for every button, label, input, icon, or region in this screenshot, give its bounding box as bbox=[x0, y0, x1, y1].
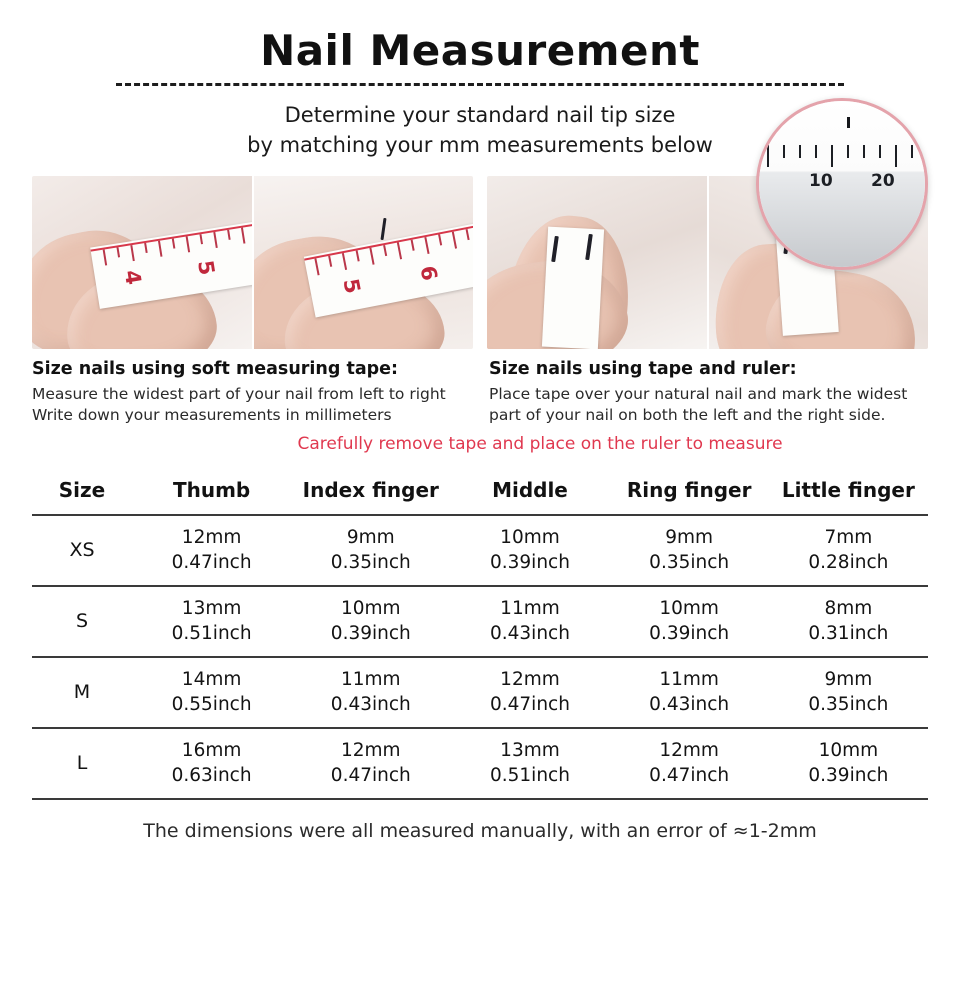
size-label: M bbox=[32, 657, 132, 728]
value-inch: 0.43inch bbox=[489, 623, 570, 644]
tape-tick bbox=[172, 238, 176, 248]
ruler-label: 20 bbox=[871, 171, 895, 191]
value-mm: 8mm bbox=[824, 598, 873, 619]
column-header-middle: Middle bbox=[450, 472, 609, 515]
value-mm: 14mm bbox=[181, 669, 242, 690]
tape-number: 5 bbox=[193, 258, 220, 277]
tape-tick bbox=[355, 250, 359, 261]
value-mm: 13mm bbox=[181, 598, 242, 619]
column-header-size: Size bbox=[32, 472, 132, 515]
value-inch: 0.39inch bbox=[330, 623, 411, 644]
tape-tick bbox=[314, 258, 319, 275]
value-mm: 11mm bbox=[659, 669, 719, 690]
instruction-line: Measure the widest part of your nail from left to right bbox=[32, 385, 446, 403]
table-row bbox=[32, 586, 928, 657]
tape-tick bbox=[103, 249, 107, 265]
table-header-row bbox=[32, 472, 928, 515]
value-mm: 12mm bbox=[181, 527, 242, 548]
tape-tick bbox=[424, 237, 429, 254]
value-mm: 9mm bbox=[665, 527, 714, 548]
value-inch: 0.55inch bbox=[171, 694, 252, 715]
photo-group-tape bbox=[32, 176, 473, 349]
ruler-tick bbox=[911, 145, 913, 158]
value-inch: 0.51inch bbox=[489, 765, 570, 786]
measure-cell bbox=[132, 586, 291, 657]
measure-cell bbox=[450, 515, 609, 586]
tape-tick bbox=[199, 234, 203, 244]
instruction-heading-tape: Size nails using soft measuring tape: bbox=[32, 359, 399, 379]
value-inch: 0.39inch bbox=[808, 765, 889, 786]
tape-tick bbox=[186, 236, 190, 252]
ruler-label: 10 bbox=[809, 171, 833, 191]
value-mm: 10mm bbox=[818, 740, 879, 761]
value-mm: 10mm bbox=[500, 527, 560, 548]
footer-note: The dimensions were all measured manually, with an error of ≈1-2mm bbox=[143, 820, 817, 842]
value-mm: 12mm bbox=[500, 669, 560, 690]
instruction-block-ruler bbox=[489, 359, 928, 426]
measure-cell bbox=[450, 657, 609, 728]
value-inch: 0.35inch bbox=[330, 552, 411, 573]
ruler-tick bbox=[799, 145, 801, 158]
measure-cell bbox=[291, 657, 450, 728]
value-mm: 12mm bbox=[659, 740, 719, 761]
photo-tape-measure-2 bbox=[254, 176, 474, 349]
value-inch: 0.28inch bbox=[808, 552, 889, 573]
instruction-line: Write down your measurements in millimeters bbox=[32, 406, 392, 424]
value-inch: 0.63inch bbox=[171, 765, 252, 786]
value-inch: 0.47inch bbox=[489, 694, 570, 715]
value-inch: 0.35inch bbox=[649, 552, 730, 573]
measure-cell bbox=[291, 728, 450, 799]
value-mm: 11mm bbox=[340, 669, 401, 690]
instruction-line: part of your nail on both the left and the right side. bbox=[489, 406, 886, 424]
value-inch: 0.31inch bbox=[808, 623, 889, 644]
tape-number: 4 bbox=[119, 268, 146, 287]
value-mm: 10mm bbox=[340, 598, 401, 619]
table-row bbox=[32, 657, 928, 728]
value-inch: 0.39inch bbox=[489, 552, 570, 573]
measure-cell bbox=[769, 586, 928, 657]
tape-number: 6 bbox=[414, 263, 442, 283]
magnifier-circle bbox=[756, 98, 928, 270]
page-title: Nail Measurement bbox=[260, 26, 700, 75]
size-label: S bbox=[32, 586, 132, 657]
value-inch: 0.47inch bbox=[649, 765, 730, 786]
tape-tick bbox=[158, 241, 162, 257]
value-mm: 7mm bbox=[824, 527, 873, 548]
value-inch: 0.35inch bbox=[808, 694, 889, 715]
value-mm: 16mm bbox=[181, 740, 242, 761]
measure-cell bbox=[769, 657, 928, 728]
tape-tick bbox=[213, 232, 217, 248]
measure-cell bbox=[610, 515, 769, 586]
column-header-ring: Ring finger bbox=[610, 472, 769, 515]
tape-tick bbox=[241, 228, 245, 244]
value-inch: 0.43inch bbox=[649, 694, 730, 715]
value-inch: 0.47inch bbox=[330, 765, 411, 786]
pen-mark bbox=[380, 218, 386, 240]
measure-cell bbox=[291, 515, 450, 586]
value-inch: 0.51inch bbox=[171, 623, 252, 644]
tape-tick bbox=[227, 230, 231, 240]
measure-cell bbox=[450, 586, 609, 657]
measure-cell bbox=[610, 657, 769, 728]
value-mm: 13mm bbox=[500, 740, 560, 761]
measure-cell bbox=[610, 728, 769, 799]
measure-cell bbox=[769, 728, 928, 799]
measure-cell bbox=[769, 515, 928, 586]
tape-tick bbox=[451, 232, 456, 249]
ruler-tick bbox=[767, 145, 769, 167]
photo-strip bbox=[32, 171, 928, 349]
ruler-tick bbox=[783, 145, 785, 158]
dashed-divider bbox=[116, 83, 844, 86]
measure-cell bbox=[610, 586, 769, 657]
tape-tick bbox=[117, 247, 121, 257]
value-mm: 9mm bbox=[346, 527, 395, 548]
size-label: L bbox=[32, 728, 132, 799]
photo-tape-measure-1 bbox=[32, 176, 252, 349]
ruler-tick bbox=[847, 145, 849, 158]
value-inch: 0.43inch bbox=[330, 694, 411, 715]
tape-tick bbox=[410, 240, 414, 251]
photo-tape-on-nail bbox=[487, 176, 707, 349]
tape-strip bbox=[542, 227, 604, 349]
nail-measurement-page bbox=[0, 26, 960, 986]
measure-cell bbox=[132, 728, 291, 799]
subtitle-line-2: by matching your mm measurements below bbox=[247, 133, 713, 157]
table-row bbox=[32, 728, 928, 799]
instruction-block-tape bbox=[32, 359, 471, 426]
value-mm: 11mm bbox=[500, 598, 560, 619]
size-table bbox=[32, 472, 928, 800]
tape-tick bbox=[396, 242, 401, 259]
column-header-thumb: Thumb bbox=[132, 472, 291, 515]
ruler-tick bbox=[895, 145, 897, 167]
tape-tick bbox=[328, 256, 332, 267]
measure-cell bbox=[132, 657, 291, 728]
pen-mark bbox=[847, 117, 850, 128]
instruction-heading-ruler: Size nails using tape and ruler: bbox=[489, 359, 797, 379]
tape-tick bbox=[465, 229, 469, 240]
instruction-line: Place tape over your natural nail and mark the widest bbox=[489, 385, 908, 403]
column-header-little: Little finger bbox=[769, 472, 928, 515]
tape-number: 5 bbox=[337, 276, 365, 296]
value-mm: 12mm bbox=[340, 740, 401, 761]
tape-tick bbox=[130, 245, 134, 261]
tape-tick bbox=[438, 234, 442, 245]
value-mm: 10mm bbox=[659, 598, 719, 619]
ruler-tick bbox=[815, 145, 817, 158]
tape-tick bbox=[341, 253, 346, 270]
tape-tick bbox=[144, 243, 148, 253]
measure-cell bbox=[132, 515, 291, 586]
ruler-tick bbox=[863, 145, 865, 158]
instructions-row bbox=[32, 359, 928, 426]
warning-text: Carefully remove tape and place on the ruler to measure bbox=[297, 434, 783, 454]
measure-cell bbox=[291, 586, 450, 657]
table-row bbox=[32, 515, 928, 586]
ruler-tick bbox=[831, 145, 833, 167]
measuring-tape bbox=[303, 220, 473, 317]
ruler-closeup bbox=[759, 101, 925, 267]
subtitle-line-1: Determine your standard nail tip size bbox=[284, 103, 676, 127]
tape-tick bbox=[369, 248, 374, 265]
value-inch: 0.39inch bbox=[649, 623, 730, 644]
measure-cell bbox=[450, 728, 609, 799]
column-header-index: Index finger bbox=[291, 472, 450, 515]
value-mm: 9mm bbox=[824, 669, 873, 690]
value-inch: 0.47inch bbox=[171, 552, 252, 573]
size-label: XS bbox=[32, 515, 132, 586]
tape-tick bbox=[383, 245, 387, 256]
ruler-tick bbox=[879, 145, 881, 158]
